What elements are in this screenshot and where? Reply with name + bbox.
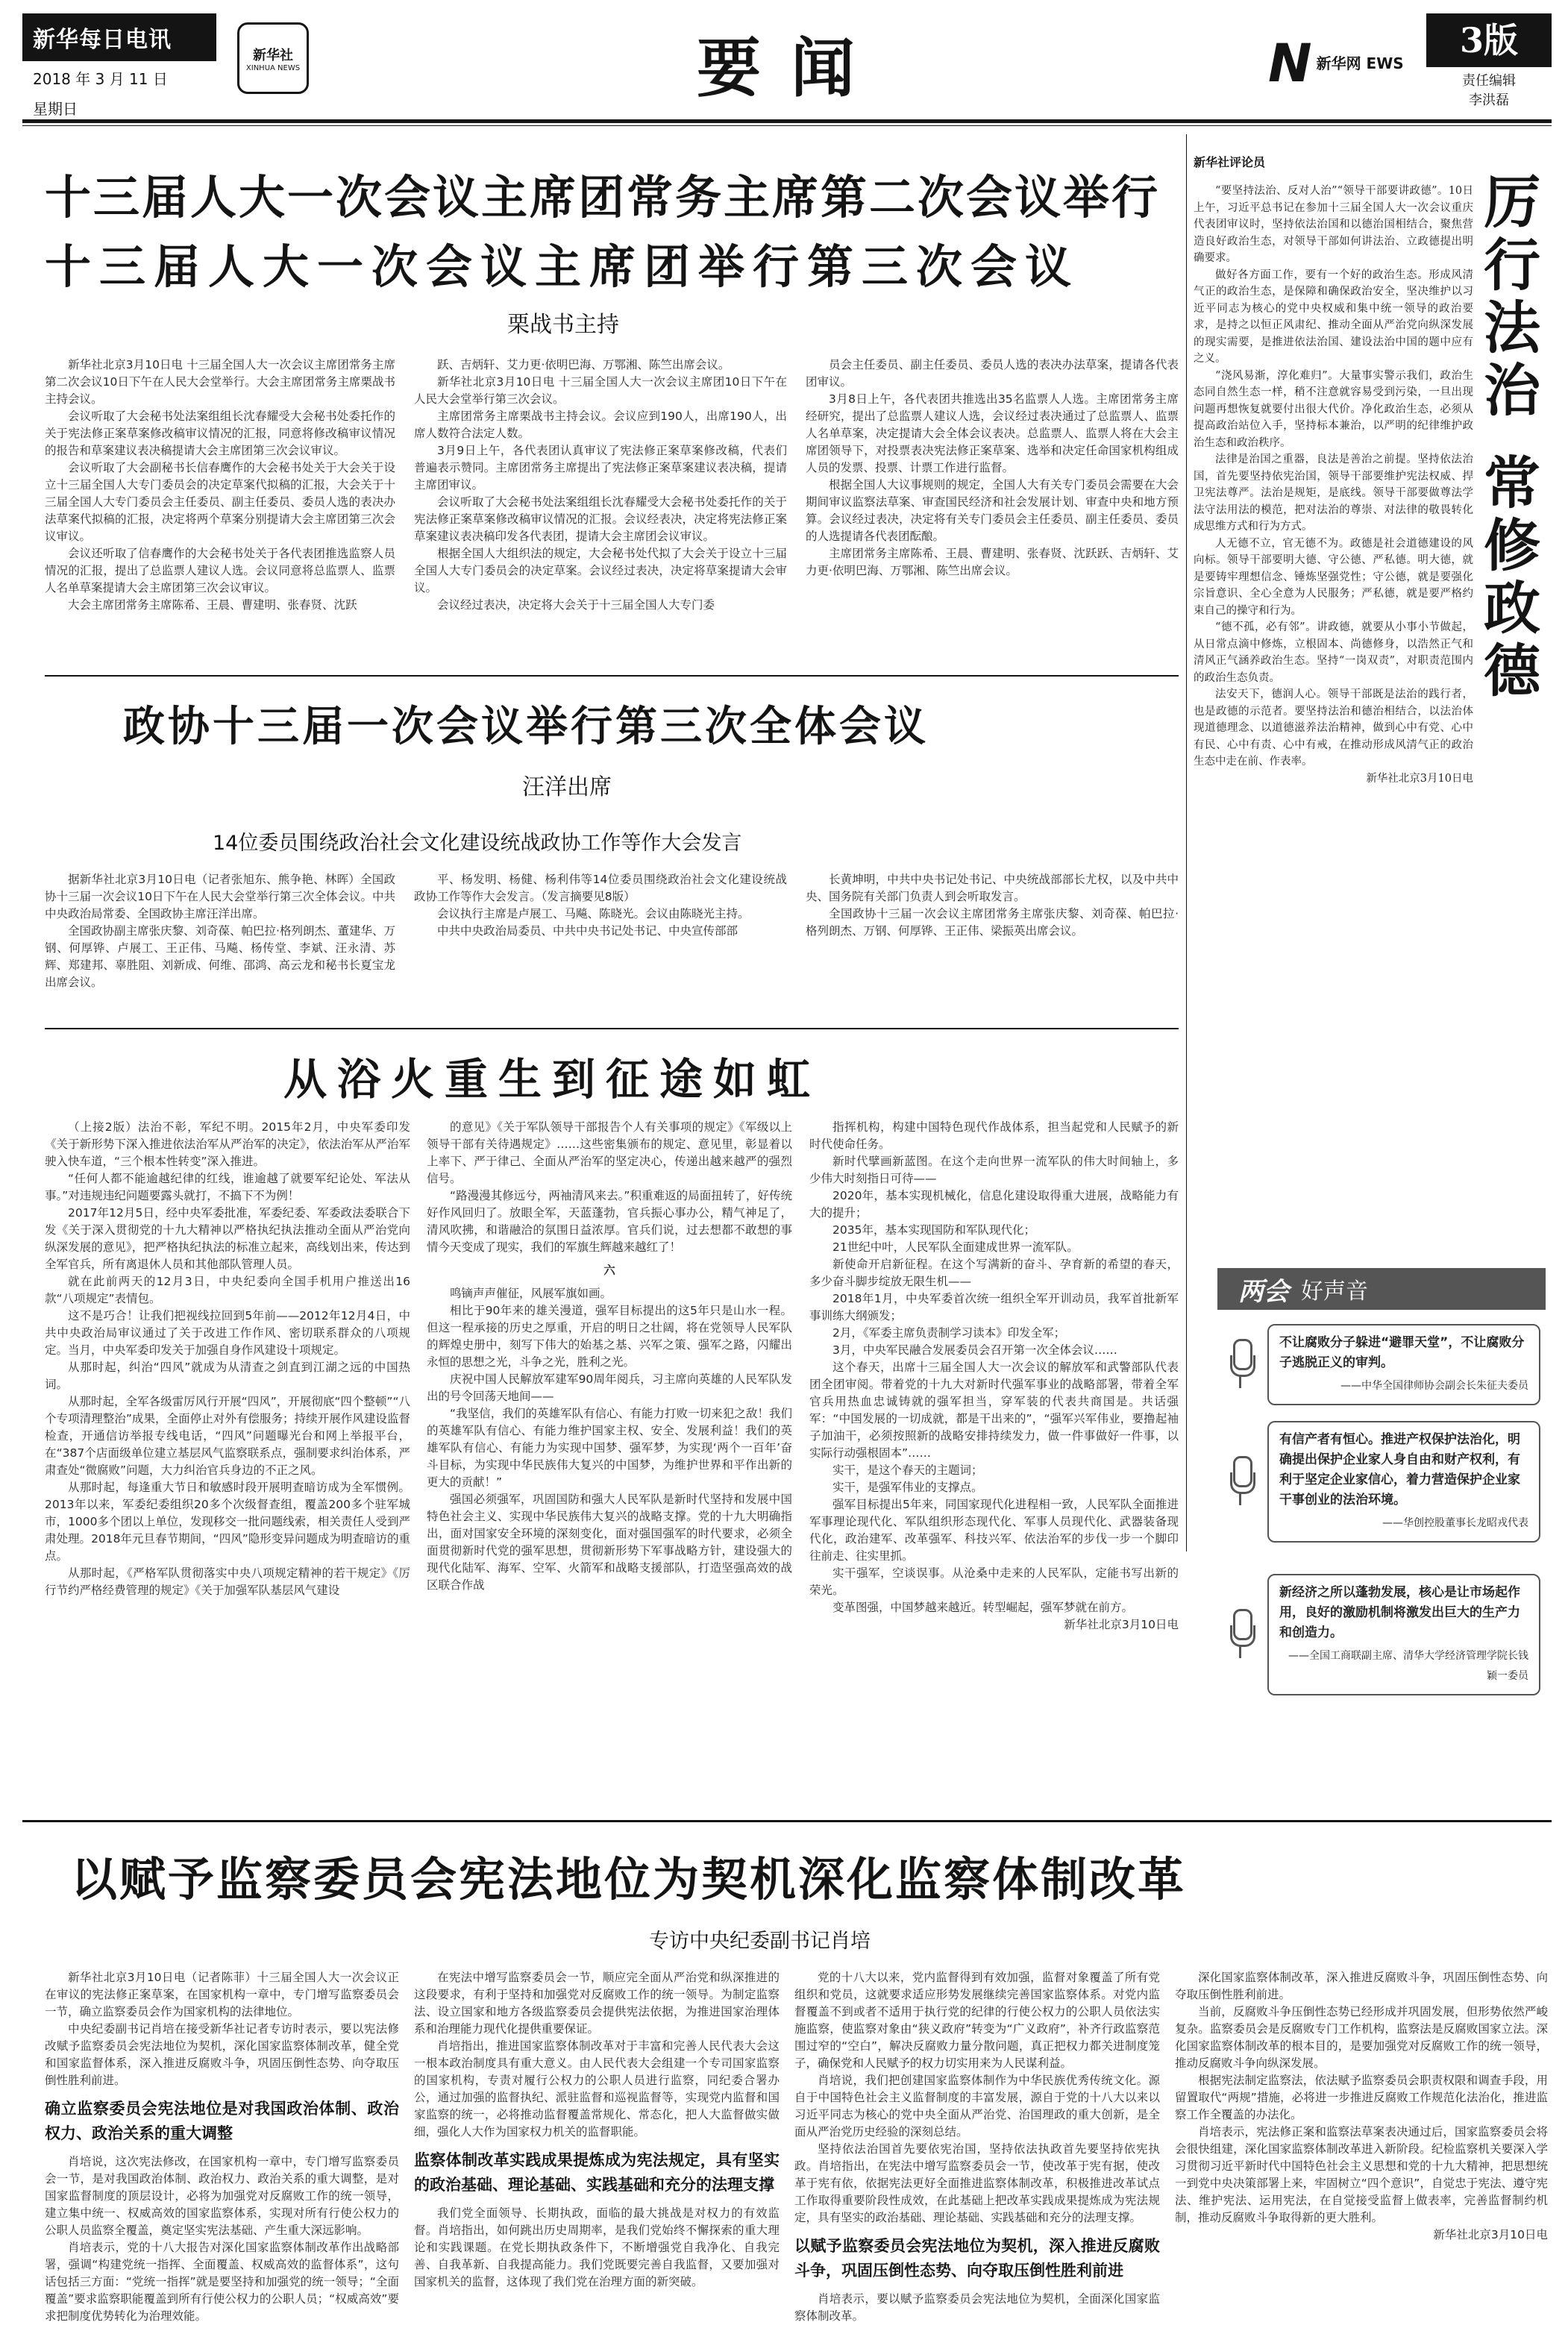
paragraph: 根据全国人大议事规则的规定，全国人大有关专门委员会需要在大会期间审议监察法草案、审查国民经济和社会发展计划、审查中央和地方预算。会议经过表决，决定将有关专门委员会主任委员、副主任委员、委员的人选提请各代表团酝酿。 [806, 478, 1179, 543]
masthead-rule [22, 119, 1552, 123]
logo-subtext: XINHUA NEWS [245, 63, 301, 72]
title-char: 厉 [1484, 169, 1540, 236]
paragraph: 3月，中央军民融合发展委员会召开第一次全体会议…… [832, 1343, 1117, 1357]
quote-text: 新经济之所以蓬勃发展，核心是让市场起作用，良好的激励机制将激发出巨大的生产力和创造力。 [1279, 1585, 1520, 1640]
paragraph: 大会主席团常务主席陈希、王晨、曹建明、张春贤、沈跃 [68, 598, 357, 612]
paragraph: 会议还听取了信春鹰作的大会秘书处关于各代表团推选监察人员情况的汇报，提出了总监票人建议人选。会议同意将总监票人、监票人名单草案提请大会主席团第三次会议审议。 [45, 547, 395, 594]
story1-title-line2: 十三届人大一次会议主席团举行第三次会议 [45, 239, 1080, 294]
paragraph: 坚持依法治国首先要依宪治国，坚持依法执政首先要坚持依宪执政。肖培指出，在宪法中增写监察委员会一节，使改革于宪有据，使改革于宪有依，依据宪法更好全面推进监察体制改革，积极推进改革试点工作取得重要阶段性成效，在此基础上把改革实践成果提炼成为宪法规定，具有坚实的政治基础、理论基础、实践基础和充分的法理支撑。 [794, 2142, 1160, 2224]
paragraph: 会议听取了大会副秘书长信春鹰作的大会秘书处关于大会关于设立十三届全国人大专门委员会的决定草案代拟稿的汇报，大会关于十三届全国人大专门委员会主任委员、副主任委员、委员人选的表决办法草案代拟稿的汇报，决定将两个草案分别提请大会主席团第三次会议审议。 [45, 461, 395, 543]
paragraph: 深化国家监察体制改革，深入推进反腐败斗争，巩固压倒性态势、向夺取压倒性胜利前进。 [1175, 1971, 1548, 2001]
issue-date: 2018 年 3 月 11 日 [33, 70, 168, 88]
paragraph: 实干，是强军伟业的支撑点。 [832, 1481, 983, 1494]
paragraph: 根据宪法制定监察法，依法赋予监察委员会职责权限和调查手段，用留置取代“两规”措施，必将进一步推进反腐败工作规范化法治化，推进监察工作全覆盖的办法化。 [1175, 2074, 1548, 2121]
voice-card [1227, 1421, 1540, 1543]
paragraph: 当前，反腐败斗争压倒性态势已经形成并巩固发展，但形势依然严峻复杂。监察委员会是反腐败专门工作机构，监察法是反腐败国家立法。深化国家监察体制改革的根本目的，是要加强党对反腐败工作的统一领导，推动反腐败斗争向纵深发展。 [1175, 2005, 1548, 2070]
story4-column-4 [1175, 1969, 1548, 2264]
story1-column-1 [45, 357, 395, 670]
title-char: 德 [1484, 638, 1540, 704]
paragraph: 2018年1月，中央军委首次统一组织全军开训动员，我军首批新军事训练大纲颁发； [809, 1292, 1179, 1322]
story1-byline: 栗战书主持 [507, 312, 619, 338]
paragraph: 会议经过表决，决定将大会关于十三届全国人大专门委 [437, 598, 715, 612]
paragraph: 长黄坤明，中共中央书记处书记、中央统战部部长尤权，以及中共中央、国务院有关部门负责人到会听取发言。 [806, 873, 1179, 903]
commentary-title [1478, 169, 1546, 704]
story-divider [45, 675, 1179, 677]
paragraph: 法律是治国之重器，良法是善治之前提。坚持依法治国，首先要坚持依宪治国，领导干部要维护宪法权威、捍卫宪法尊严。法治是规矩，是底线。领导干部要做尊法学法守法用法的模范，把对法治的尊崇、对法律的敬畏转化成思维方式和行为方式。 [1194, 454, 1473, 533]
quote-source: ——全国工商联副主席、清华大学经济管理学院长钱颖一委员 [1288, 1650, 1528, 1682]
quote-source: ——中华全国律师协会副会长朱征夫委员 [1340, 1380, 1528, 1392]
story4-column-2 [414, 1969, 780, 2288]
paragraph: 2017年12月5日，经中央军委批准，军委纪委、军委政法委联合下发《关于深入贯彻党的十九大精神以严格执纪执法推动全面从严治党向纵深发展的意见》，把严格执纪执法的标准立起来，高线划出来，传达到全军官兵，所有离退休人员和其他部队管理人员。 [45, 1206, 410, 1271]
paragraph: 会议执行主席是卢展工、马飚、陈晓光。会议由陈晓光主持。 [437, 907, 750, 920]
paragraph: “任何人都不能逾越纪律的红线，谁逾越了就要军纪论处、军法从事。”对违规违纪问题要露头就打，不搞下不为例！ [45, 1172, 410, 1202]
paragraph: 3月9日上午，各代表团认真审议了宪法修正案草案修改稿，代表们普遍表示赞同。主席团常务主席提出了宪法修正案草案建议表决稿，提请主席团审议。 [414, 444, 787, 492]
xinhua-logo [237, 22, 309, 94]
news-logo [1268, 30, 1410, 97]
paragraph: 强国必须强军，巩固国防和强大人民军队是新时代坚持和发展中国特色社会主义、实现中华民族伟大复兴的战略支撑。党的十九大明确指出，面对国家安全环境的深刻变化，面对强国强军的时代要求，必须全面贯彻新时代党的强军思想，贯彻新形势下军事战略方针，建设强大的现代化陆军、海军、空军、火箭军和战略支援部队，打造坚强高效的战区联合作战 [427, 1493, 792, 1592]
column-divider [1186, 134, 1187, 1551]
story4-subhead-1: 确立监察委员会宪法地位是对我国政治体制、政治权力、政治关系的重大调整 [45, 2100, 399, 2142]
story2-byline: 汪洋出席 [522, 774, 612, 800]
paragraph: 实干，是这个春天的主题词； [832, 1463, 983, 1477]
paragraph: 2020年，基本实现机械化，信息化建设取得重大进展，战略能力有大的提升； [809, 1189, 1179, 1220]
story4-subhead-2: 监察体制改革实践成果提炼成为宪法规定，具有坚实的政治基础、理论基础、实践基础和充分的法理支撑 [414, 2151, 780, 2194]
story2-title: 政协十三届一次会议举行第三次全体会议 [123, 702, 929, 751]
editor-name: 李洪磊 [1469, 92, 1509, 108]
story4-column-1 [45, 1969, 399, 2323]
paragraph: 跃、吉炳轩、艾力更·依明巴海、万鄂湘、陈竺出席会议。 [437, 358, 730, 371]
paragraph: 会议听取了大会秘书处法案组组长沈春耀受大会秘书处委托作的关于宪法修正案草案修改稿审议情况的汇报。会议经表决，决定将宪法修正案草案建议表决稿印发各代表团，提请大会主席团会议审议。 [414, 495, 787, 543]
commentary-tag: 新华社评论员 [1194, 155, 1266, 169]
paragraph: 从那时起，每逢重大节日和敏感时段开展明查暗访成为全军惯例。2013年以来，军委纪委组织20多个次级督查组，覆盖200多个驻军城市，1000多个团以上单位，发现移交一批问题线索，相关责任人受到严肃处理。2018年元旦春节期间，“四风”隐形变异问题成为明查暗访的重点。 [45, 1481, 410, 1563]
masthead-left [22, 13, 216, 118]
paragraph: 新华社北京3月10日电 十三届全国人大一次会议主席团10日下午在人民大会堂举行第三次会议。 [414, 375, 787, 406]
voice-card [1227, 1324, 1540, 1405]
news-logo-letter: N [1268, 33, 1312, 94]
paper-name: 新华每日电讯 [22, 13, 216, 61]
paragraph: 新时代擘画新蓝图。在这个走向世界一流军队的伟大时间轴上，多少伟大时刻指日可待—— [809, 1155, 1179, 1185]
voice-quote [1267, 1421, 1540, 1543]
editor-label: 责任编辑 [1462, 73, 1516, 89]
paragraph: 新使命开启新征程。在这个写满新的奋斗、孕育新的希望的春天，多少奋斗脚步绽放无限生机—— [809, 1258, 1179, 1288]
paragraph: 主席团常务主席陈希、王晨、曹建明、张春贤、沈跃跃、吉炳轩、艾力更·依明巴海、万鄂湘、陈竺出席会议。 [806, 547, 1179, 577]
paragraph: 指挥机构，构建中国特色现代作战体系，担当起党和人民赋予的新时代使命任务。 [809, 1120, 1179, 1151]
paragraph: 法安天下，德润人心。领导干部既是法治的践行者，也是政德的示范者。要坚持法治和德治相结合，以法治体现道德理念、以道德滋养法治精神，做到心中有党、心中有民、心中有责、心中有戒，在推动形成风清气正的政治生态中走在前、作表率。 [1194, 688, 1473, 768]
voices-header-a: 两会 [1238, 1276, 1289, 1307]
page-number: 3版 [1426, 13, 1552, 67]
story3-dateline-tail: 新华社北京3月10日电 [1064, 1618, 1179, 1631]
story3-column-2 [427, 1119, 792, 1805]
editor-credit [1426, 72, 1552, 110]
paragraph: 我们党全面领导、长期执政，面临的最大挑战是对权力的有效监督。肖培指出，如何跳出历史周期率，是我们党始终不懈探索的重大理论和实践课题。在党长期执政条件下，不断增强党自我净化、自我完善、自我革新、自我提高能力。我们党既要完善自我监督，又要加强对国家机关的监督，这体现了我们党在治理方面的新突破。 [414, 2206, 780, 2288]
story3-column-1 [45, 1119, 410, 1805]
paragraph: 从那时起，全军各级雷厉风行开展“四风”，开展彻底“四个整顿”“八个专项清理整治”成果，全面停止对外有偿服务；持续开展作风建设监督检查，开通信访举报专线电话，“四风”问题曝光台和网上举报平台，在“387个店面级单位建立基层风气监察联系点，强制要求纠治体系，严肃查处“微腐败”问题，大力纠治官兵身边的不正之风。 [45, 1395, 410, 1477]
paragraph: 鸣镝声声催征，风展军旗如画。 [450, 1287, 612, 1300]
paragraph: 强军目标提出5年来，同国家现代化进程相一致，人民军队全面推进军事理论现代化、军队组织形态现代化、军事人员现代化、武器装备现代化，政治建军、改革强军、科技兴军、依法治军的步伐一步一个脚印往前走、往实里抓。 [809, 1498, 1179, 1563]
paragraph: 肖培表示，党的十八大报告对深化国家监察体制改革作出战略部署，强调“构建党统一指挥、全面覆盖、权威高效的监督体系”，这句话包括三方面：“党统一指挥”就是要坚持和加强党的统一领导；“全面覆盖”要求监察职能覆盖到所有行使公权力的公职人员；“权威高效”要求把制度优势转化为治理效能。 [45, 2241, 399, 2323]
paragraph: 肖培表示，宪法修正案和监察法草案表决通过后，国家监察委员会将会很快组建，深化国家监察体制改革进入新阶段。纪检监察机关要深入学习贯彻习近平新时代中国特色社会主义思想和党的十九大精神，把思想统一到党中央决策部署上来，牢固树立“四个意识”，自觉忠于宪法、遵守宪法、维护宪法、运用宪法，在自觉接受监督上做表率，完善监督制约机制，推动反腐败斗争取得新的更大胜利。 [1175, 2125, 1548, 2224]
paragraph: “浇风易渐，淳化难归”。大量事实警示我们，政治生态同自然生态一样，稍不注意就容易受到污染，一旦出现问题再想恢复就要付出很大代价。净化政治生态，必须从提高政治站位入手，坚持标本兼治，以严明的纪律维护政治生态和政治秩序。 [1194, 369, 1473, 449]
voice-quote [1267, 1574, 1540, 1695]
paragraph: 党的十八大以来，党内监督得到有效加强，监督对象覆盖了所有党组织和党员，这就要求适应形势发展继续完善国家监察体系。对党内监督覆盖不到或者不适用于执行党的纪律的行使公权力的公职人员依法实施监察，使监察对象由“狭义政府”转变为“广义政府”，补齐行政监察范围过窄的“空白”，解决反腐败力量分散问题，真正把权力都关进制度笼子，确保党和人民赋予的权力切实用来为人民谋利益。 [794, 1971, 1160, 2070]
microphone-icon [1227, 1609, 1254, 1661]
title-char: 修 [1484, 512, 1540, 579]
quote-text: 有信产者有恒心。推进产权保护法治化，明确提出保护企业家人身自由和财产权利，有利于坚定企业家信心，着力营造保护企业家干事创业的法治环境。 [1279, 1432, 1520, 1507]
story1-column-3 [806, 357, 1179, 670]
commentary-dateline-tail: 新华社北京3月10日电 [1366, 772, 1473, 785]
story4-subhead-3: 以赋予监察委员会宪法地位为契机，深入推进反腐败斗争，巩固压倒性态势、向夺取压倒性胜利前进 [794, 2237, 1160, 2279]
paragraph: 主席团常务主席栗战书主持会议。会议应到190人，出席190人，出席人数符合法定人数。 [414, 410, 787, 440]
story1-column-2 [414, 357, 787, 670]
story4-title: 以赋予监察委员会宪法地位为契机深化监察体制改革 [71, 1852, 1187, 1907]
story2-column-3 [806, 871, 1179, 1020]
paragraph: 肖培说，我们把创建国家监察体制作为中华民族优秀传统文化。源自于中国特色社会主义监督制度的丰富发展，源自于党的十八大以来以习近平同志为核心的党中央全面从严治党、治国理政的重大创新，是全面从严治党历史经验的深刻总结。 [794, 2074, 1160, 2139]
paragraph: 变革图强，中国梦越来越近。转型崛起，强军梦就在前方。 [832, 1601, 1134, 1614]
paragraph: 相比于90年来的雄关漫道，强军目标提出的这5年只是山水一程。但这一程承接的历史之厚重，开启的明日之壮阔，将在党领导人民军队的辉煌史册中，刻写下伟大的始基之基、兴军之策、强军之路，闪耀出永恒的思想之光，斗争之光，胜利之光。 [427, 1304, 792, 1369]
paragraph: 中央纪委副书记肖培在接受新华社记者专访时表示，要以宪法修改赋予监察委员会宪法地位为契机，深化国家监察体制改革，健全党和国家监督体系，深入推进反腐败斗争，巩固压倒性态势、向夺取压倒性胜利前进。 [45, 2022, 399, 2087]
story3-title: 从浴火重生到征途如虹 [283, 1054, 821, 1105]
paragraph: 这个春天，出席十三届全国人大一次会议的解放军和武警部队代表团全团审阅。带着党的十九大对新时代强军事业的战略部署，带着全军官兵用热血忠诚铸就的强军担当，穿军装的代表共商国是。共话强军：“中国发展的一切成就，都是干出来的”，“强军兴军伟业，要撸起袖子加油干，必须按照新的战略安排持续发力，做一件事做好一件事，以实际行动强根固本”…… [809, 1361, 1179, 1460]
news-logo-text: 新华网 EWS [1316, 54, 1404, 72]
paragraph: “要坚持法治、反对人治”“领导干部要讲政德”。10日上午，习近平总书记在参加十三届全国人大一次会议重庆代表团审议时，坚持依法治国和以德治国相结合，聚焦营造良好政治生态，对领导干部如何讲法治、立政德提出明确要求。 [1194, 185, 1473, 264]
paragraph: 2035年，基本实现国防和军队现代化； [832, 1223, 1035, 1237]
quote-text: 不让腐败分子躲进“避罪天堂”，不让腐败分子逃脱正义的审判。 [1279, 1335, 1525, 1370]
title-char: 常 [1484, 450, 1540, 516]
paragraph: 全国政协副主席张庆黎、刘奇葆、帕巴拉·格列朗杰、董建华、万钢、何厚铧、卢展工、王正伟、马飚、杨传堂、李斌、汪永清、苏辉、郑建邦、辜胜阻、刘新成、何维、邵鸿、高云龙和秘书长夏宝龙出席会议。 [45, 924, 395, 989]
story2-column-1 [45, 871, 395, 1020]
story4-subtitle: 专访中央纪委副书记肖培 [649, 1930, 871, 1953]
issue-weekday: 星期日 [33, 100, 78, 118]
paragraph: 21世纪中叶，人民军队全面建成世界一流军队。 [832, 1240, 1079, 1254]
title-char: 治 [1484, 357, 1540, 424]
quote-source: ——华创控股董事长龙昭戎代表 [1382, 1517, 1528, 1529]
paragraph: 做好各方面工作，要有一个好的政治生态。形成风清气正的政治生态，是保障和确保政治安全，坚决维护以习近平同志为核心的党中央权威和集中统一领导的政治要求，是持之以恒正风肃纪、推动全面从严治党向纵深发展的现实需要，是推进依法治国、建设法治中国的题中应有之义。 [1194, 269, 1473, 365]
story-divider [22, 1820, 1552, 1822]
paragraph: 就在此前两天的12月3日，中央纪委向全国手机用户推送出16款“八项规定”表情包。 [45, 1275, 410, 1305]
paragraph: 从那时起，纠治“四风”就成为从清查之剑直到江湖之远的中国热词。 [45, 1361, 410, 1391]
microphone-icon [1227, 1339, 1254, 1391]
paragraph: 肖培说，这次宪法修改，在国家机构一章中，专门增写监察委员会一节，是对我国政治体制、政治权力、政治关系的重大调整，是对国家监督制度的顶层设计，必将为加强党对反腐败工作的统一领导，建立集中统一、权威高效的国家监察体系，实现对所有行使公权力的公职人员监察全覆盖，奠定坚实宪法基础、产生重大深远影响。 [45, 2155, 399, 2237]
paragraph: 3月8日上午，各代表团共推选出35名监票人人选。主席团常务主席经研究，提出了总监票人建议人选，会议经过表决通过了总监票人、监票人名单草案，决定提请大会全体会议表决。总监票人、监票人将在大会主席团领导下，对投票表决宪法修正案草案、选举和决定任命国家机构组成人员的发票、投票、计票工作进行监督。 [806, 392, 1179, 474]
paragraph: 庆祝中国人民解放军建军90周年阅兵，习主席向英雄的人民军队发出的号令回荡天地间—— [427, 1372, 792, 1403]
paragraph: “路漫漫其修远兮，两袖清风来去。”积重难返的局面扭转了，好传统好作风回归了。放眼全军，天蓝蓬勃，官兵振心事办公，精气神足了，清风吹拂，和谐融洽的氛围日益浓厚。官兵们说，过去想都不敢想的事情今天变成了现实，我们的军旗生辉越来越红了！ [427, 1189, 792, 1254]
story2-column-2 [414, 871, 787, 1020]
story4-column-3 [794, 1969, 1160, 2323]
story2-subtitle: 14位委员围绕政治社会文化建设统战政协工作等作大会发言 [213, 832, 742, 855]
paragraph: 2月，《军委主席负责制学习读本》印发全军； [832, 1326, 1066, 1340]
title-char: 政 [1484, 575, 1540, 641]
title-char: 行 [1484, 232, 1540, 298]
paragraph: （上接2版）法治不彰，军纪不明。2015年2月，中央军委印发《关于新形势下深入推进依法治军从严治军的决定》，依法治军从严治军驶入快车道，“三个根本性转变”深入推进。 [45, 1120, 410, 1168]
paragraph: 的意见》《关于军队领导干部报告个人有关事项的规定》《军级以上领导干部有关待遇规定》……这些密集颁布的规定、意见里，彰显着以上率下、严于律己、全面从严治军的坚定决心，传递出越来越严的强烈信号。 [427, 1120, 792, 1185]
paragraph: 肖培指出，推进国家监察体制改革对于丰富和完善人民代表大会这一根本政治制度具有重大意义。由人民代表大会组建一个专司国家监察的国家机构，专责对履行公权力的公职人员进行监察，同纪委合署办公，通过加强的监督执纪、派驻监督和巡视监督等，实现党内监督和国家监察的统一，必将推动监督覆盖常规化、常态化，把人大监督做实做细，强化人大作为国家权力机关的监督职能。 [414, 2039, 780, 2139]
commentary-body [1194, 183, 1473, 1242]
masthead-rule-thin [22, 125, 1552, 126]
paragraph: 员会主任委员、副主任委员、委员人选的表决办法草案，提请各代表团审议。 [806, 358, 1179, 389]
paragraph: 肖培表示，要以赋予监察委员会宪法地位为契机，全面深化国家监察体制改革。 [794, 2292, 1160, 2323]
paragraph: 新华社北京3月10日电（记者陈菲）十三届全国人大一次会议正在审议的宪法修正案草案，在国家机构一章中，专门增写监察委员会一节，确立监察委员会作为国家机构的法律地位。 [45, 1971, 399, 2018]
title-char [1478, 422, 1546, 452]
paragraph: 这不是巧合！让我们把视线拉回到5年前——2012年12月4日，中共中央政治局审议通过了关于改进工作作风、密切联系群众的八项规定。当月，中央军委印发关于加强自身作风建设十项规定。 [45, 1309, 410, 1357]
voices-header-b: 好声音 [1301, 1278, 1368, 1305]
paragraph: 在宪法中增写监察委员会一节，顺应完全面从严治党和纵深推进的这段要求，有利于坚持和加强党对反腐败工作的统一领导。为制定监察法、设立国家和地方各级监察委员会提供宪法依据，为推进国家治理体系和治理能力现代化提供重要保证。 [414, 1971, 780, 2036]
paragraph: 人无德不立，官无德不为。政德是社会道德建设的风向标。领导干部要明大德、守公德、严私德。明大德，就是要铸牢理想信念、锤炼坚强党性；守公德，就是要强化宗旨意识、全心全意为人民服务；严私德，就是要严格约束自己的操守和行为。 [1194, 537, 1473, 617]
paragraph: “德不孤，必有邻”。讲政德，就要从小事小节做起，从日常点滴中修炼，立根固本、尚德修身，以浩然正气和清风正气涵养政治生态。坚持“一岗双责”，对职责范围内的政治生态负责。 [1194, 621, 1473, 684]
paragraph: 中共中央政治局委员、中共中央书记处书记、中央宣传部部 [437, 924, 738, 938]
paragraph: “我坚信，我们的英雄军队有信心、有能力打败一切来犯之敌！我们的英雄军队有信心、有能力维护国家主权、安全、发展利益！我们的英雄军队有信心、有能力为实现中国梦、强军梦，为实现‘两个一百年’奋斗目标，为实现中华民族伟大复兴的中国梦，为维护世界和平作出新的更大的贡献！” [427, 1407, 792, 1489]
section-number: 六 [603, 1264, 615, 1277]
paragraph: 平、杨发明、杨健、杨利伟等14位委员围绕政治社会文化建设统战政协工作等作大会发言。（发言摘要见8版） [414, 873, 787, 903]
title-char: 法 [1484, 295, 1540, 361]
section-title: 要闻 [697, 31, 885, 106]
paragraph: 实干强军，空谈误事。从沧桑中走来的人民军队，定能书写出新的荣光。 [809, 1566, 1179, 1597]
voice-card [1227, 1574, 1540, 1695]
microphone-icon [1227, 1456, 1254, 1508]
story3-column-3 [809, 1119, 1179, 1805]
story4-dateline-tail: 新华社北京3月10日电 [1433, 2228, 1548, 2241]
paragraph: 会议听取了大会秘书处法案组组长沈春耀受大会秘书处委托作的关于宪法修正案草案修改稿审议情况的汇报，同意将修改稿审议情况的报告和草案建议表决稿提请大会主席团第三次会议审议。 [45, 410, 395, 457]
paragraph: 新华社北京3月10日电 十三届全国人大一次会议主席团常务主席第二次会议10日下午在人民大会堂举行。大会主席团常务主席栗战书主持会议。 [45, 358, 395, 406]
paragraph: 从那时起，《严格军队贯彻落实中央八项规定精神的若干规定》《厉行节约严格经费管理的规定》《关于加强军队基层风气建设 [45, 1566, 410, 1597]
story-divider [45, 1028, 1179, 1029]
story1-title-line1: 十三届人大一次会议主席团常务主席第二次会议举行 [45, 170, 1161, 225]
paragraph: 全国政协十三届一次会议主席团常务主席张庆黎、刘奇葆、帕巴拉·格列朗杰、万钢、何厚铧、王正伟、梁振英出席会议。 [806, 907, 1179, 938]
voice-quote [1267, 1324, 1540, 1405]
paragraph: 根据全国人大组织法的规定，大会秘书处代拟了大会关于设立十三届全国人大专门委员会的决定草案。会议经过表决，决定将草案提请大会审议。 [414, 547, 787, 594]
voices-header [1217, 1268, 1546, 1310]
logo-text: 新华社 [253, 47, 293, 63]
paragraph: 据新华社北京3月10日电（记者张旭东、熊争艳、林晖）全国政协十三届一次会议10日下午在人民大会堂举行第三次全体会议。中共中央政治局常委、全国政协主席汪洋出席。 [45, 873, 395, 920]
